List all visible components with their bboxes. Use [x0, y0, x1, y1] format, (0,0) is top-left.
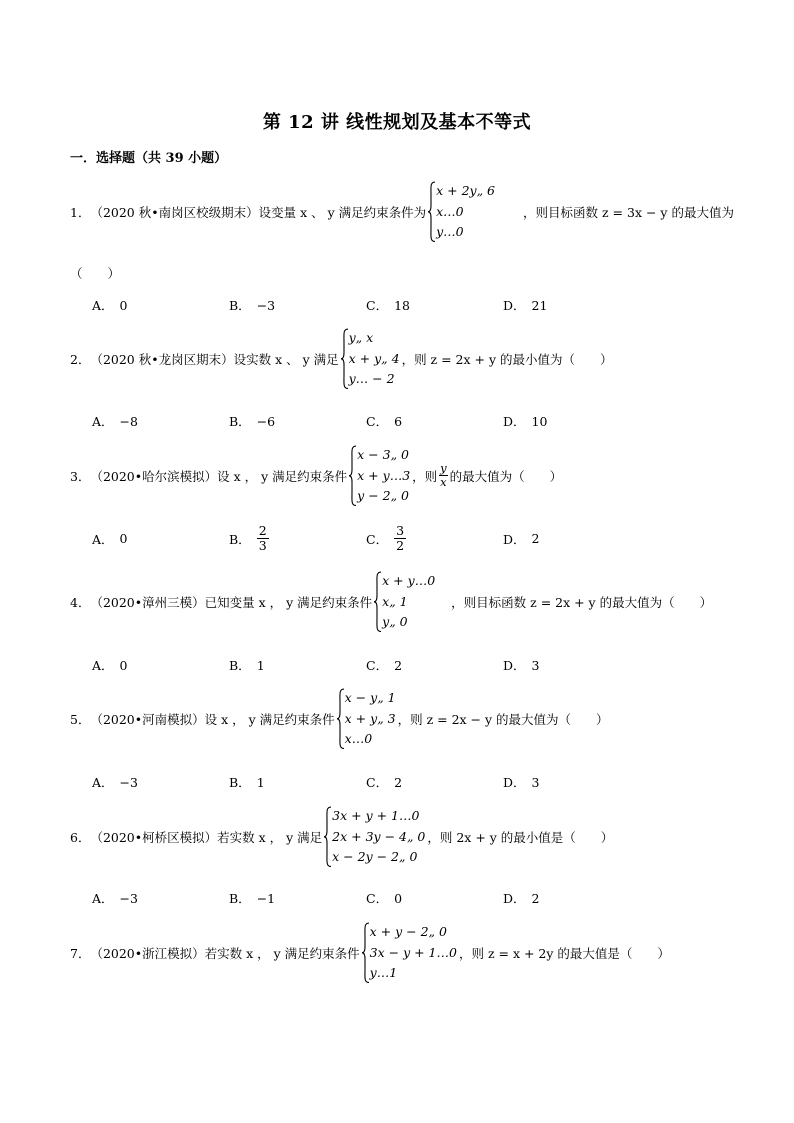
left-brace-icon [348, 445, 357, 507]
constraint-system [336, 688, 396, 750]
constraint-3: x…0 [344, 731, 373, 746]
option-c[interactable]: C． 6 [366, 413, 403, 429]
question-1 [70, 181, 734, 243]
options-row [92, 524, 640, 553]
constraint-1: 3x + y + 1…0 [332, 808, 420, 823]
constraint-1: y„ x [348, 330, 374, 345]
section-heading: 一．选择题（共 39 小题） [70, 151, 228, 166]
left-brace-icon [373, 571, 382, 633]
constraint-2: x„ 1 [382, 593, 408, 609]
left-brace-icon [427, 181, 436, 243]
options-row [92, 656, 640, 674]
option-b[interactable]: B． −1 [229, 890, 276, 906]
constraint-2: x + y…3 [357, 467, 411, 483]
question-number: 2． [70, 351, 91, 367]
question-suffix-before: ，则 [412, 468, 438, 484]
constraint-3: y„ 0 [382, 614, 408, 629]
question-suffix: ，则 z = x + 2y 的最大值是（ ） [458, 945, 670, 961]
question-prefix: （2020•哈尔滨模拟）设 x ， y 满足约束条件 [90, 468, 348, 484]
question-prefix: （2020•河南模拟）设 x ， y 满足约束条件 [90, 711, 335, 727]
question-number: 7． [70, 945, 91, 961]
question-6 [70, 806, 613, 868]
option-d[interactable]: D． 2 [503, 890, 540, 906]
question-prefix: （2020 秋•龙岗区期末）设实数 x 、 y 满足 [90, 351, 339, 367]
question-prefix: （2020•浙江模拟）若实数 x ， y 满足约束条件 [90, 945, 360, 961]
options-row [92, 773, 640, 791]
option-b[interactable]: B． −3 [229, 297, 276, 313]
constraint-system [361, 922, 457, 984]
constraint-system [373, 571, 435, 633]
question-prefix: （2020 秋•南岗区校级期末）设变量 x 、 y 满足约束条件为 [90, 204, 427, 220]
constraint-1: x + 2y„ 6 [436, 183, 496, 198]
left-brace-icon [361, 922, 370, 984]
question-5 [70, 688, 609, 750]
constraint-system [340, 328, 400, 390]
constraint-system [427, 181, 495, 243]
fraction-numerator: y [440, 461, 447, 476]
option-d[interactable]: D． 2 [503, 531, 540, 547]
option-a[interactable]: A． 0 [92, 657, 128, 673]
left-brace-icon [340, 328, 349, 390]
constraint-1: x − 3„ 0 [357, 447, 409, 462]
fraction-denominator: x [440, 475, 447, 490]
option-d[interactable]: D． 21 [503, 297, 548, 313]
constraint-system [323, 806, 425, 868]
constraint-2: x + y„ 3 [344, 710, 396, 726]
option-b[interactable]: B． −6 [229, 413, 276, 429]
option-b[interactable]: B． 2 3 [229, 523, 267, 553]
answer-paren: （ ） [70, 266, 121, 281]
question-suffix: ，则目标函数 z = 3x − y 的最大值为 [523, 204, 734, 220]
constraint-2: x…0 [436, 203, 464, 219]
constraint-2: 3x − y + 1…0 [369, 944, 457, 960]
question-suffix: ，则 2x + y 的最小值是（ ） [427, 829, 614, 845]
constraint-2: x + y„ 4 [348, 350, 400, 366]
option-b[interactable]: B． 1 [229, 774, 265, 790]
question-7 [70, 922, 670, 984]
option-a[interactable]: A． 0 [92, 531, 128, 547]
option-a[interactable]: A． −3 [92, 890, 138, 906]
question-suffix: ，则 z = 2x − y 的最大值为（ ） [397, 711, 609, 727]
question-number: 1． [70, 204, 91, 220]
constraint-1: x + y − 2„ 0 [369, 924, 447, 939]
question-2 [70, 328, 613, 390]
option-a[interactable]: A． −3 [92, 774, 138, 790]
option-b[interactable]: B． 1 [229, 657, 265, 673]
question-number: 3． [70, 468, 91, 484]
constraint-3: y…1 [369, 965, 398, 980]
option-d[interactable]: D． 10 [503, 413, 548, 429]
constraint-2: 2x + 3y − 4„ 0 [332, 828, 426, 844]
option-d[interactable]: D． 3 [503, 657, 540, 673]
left-brace-icon [323, 806, 332, 868]
question-number: 4． [70, 594, 91, 610]
constraint-3: y… − 2 [348, 371, 395, 386]
constraint-3: x − 2y − 2„ 0 [332, 849, 418, 864]
constraint-3: y…0 [436, 224, 464, 239]
option-a[interactable]: A． 0 [92, 297, 128, 313]
option-a[interactable]: A． −8 [92, 413, 138, 429]
constraint-1: x − y„ 1 [344, 690, 396, 705]
option-c[interactable]: C． 18 [366, 297, 410, 313]
option-c[interactable]: C． 2 [366, 657, 403, 673]
constraint-1: x + y…0 [382, 573, 436, 588]
options-row [92, 889, 640, 907]
option-c[interactable]: C． 2 [366, 774, 403, 790]
option-d[interactable]: D． 3 [503, 774, 540, 790]
option-c[interactable]: C． 3 2 [366, 523, 405, 553]
options-row [92, 296, 640, 314]
constraint-3: y − 2„ 0 [357, 488, 409, 503]
question-suffix: 的最大值为（ ） [449, 468, 563, 484]
page-title: 第 12 讲 线性规划及基本不等式 [262, 112, 532, 133]
question-prefix: （2020•漳州三模）已知变量 x ， y 满足约束条件 [90, 594, 373, 610]
options-row [92, 412, 640, 430]
left-brace-icon [336, 688, 345, 750]
question-3 [70, 445, 562, 507]
question-suffix: ，则 z = 2x + y 的最小值为（ ） [401, 351, 613, 367]
fraction [439, 462, 448, 489]
question-number: 6． [70, 829, 91, 845]
question-prefix: （2020•柯桥区模拟）若实数 x ， y 满足 [90, 829, 323, 845]
constraint-system [348, 445, 410, 507]
question-number: 5． [70, 711, 91, 727]
option-c[interactable]: C． 0 [366, 890, 403, 906]
question-4 [70, 571, 712, 633]
question-suffix: ，则目标函数 z = 2x + y 的最大值为（ ） [451, 594, 713, 610]
